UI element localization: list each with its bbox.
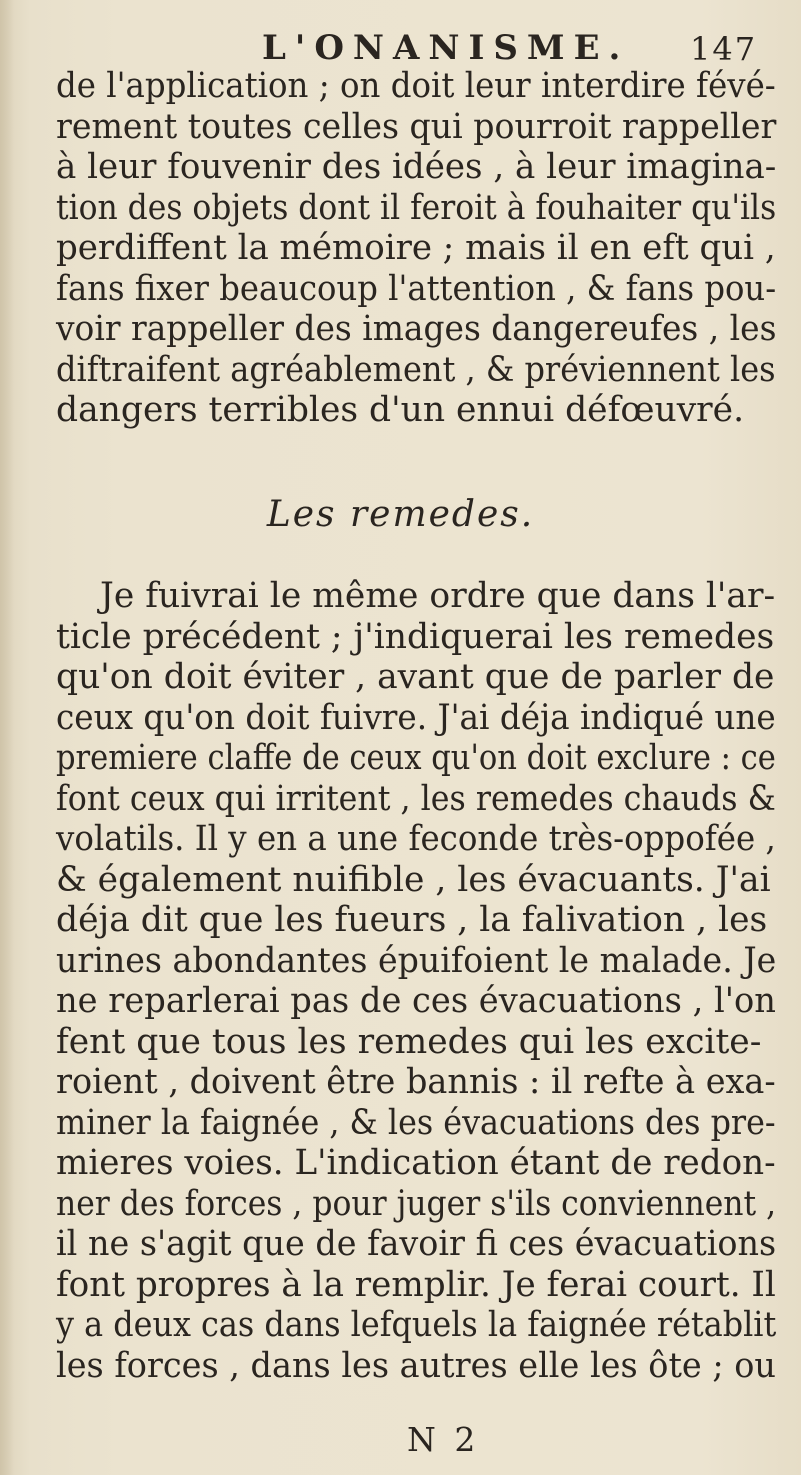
text-line: miner la faignée , & les évacuations des pre- — [56, 1102, 776, 1143]
text-line: mieres voies. L'indication étant de redon- — [56, 1143, 776, 1183]
text-line: y a deux cas dans lefquels la faignée rétablit — [56, 1305, 777, 1345]
text-line: ner des forces , pour juger s'ils conviennent , — [56, 1183, 777, 1224]
text-line: déja dit que les fueurs , la falivation , les — [56, 900, 768, 940]
text-line: il ne s'agit que de favoir fi ces évacuations — [56, 1224, 777, 1264]
text-line: qu'on doit éviter , avant que de parler de — [56, 657, 775, 697]
text-line: Je fuivrai le même ordre que dans l'ar- — [100, 576, 776, 616]
text-line: ne reparlerai pas de ces évacuations , l'on — [56, 981, 776, 1021]
text-line: dangers terribles d'un ennui défœuvré. — [56, 390, 745, 430]
text-line: les forces , dans les autres elle les ôte ; ou — [56, 1345, 776, 1386]
text-line: font ceux qui irritent , les remedes chauds & — [56, 778, 776, 819]
text-line: de l'application ; on doit leur interdire févé- — [56, 66, 776, 106]
paragraph-2 — [56, 576, 776, 1386]
signature-mark: N 2 — [407, 1420, 480, 1459]
text-line: ceux qu'on doit fuivre. J'ai déja indiqué une — [56, 697, 776, 738]
text-line: voir rappeller des images dangereufes , les — [56, 309, 777, 349]
text-line: volatils. Il y en a une feconde très-oppofée , — [56, 819, 776, 859]
text-line: font propres à la remplir. Je ferai court. Il — [56, 1264, 776, 1305]
text-line: rement toutes celles qui pourroit rappeller — [56, 106, 777, 147]
text-line: fent que tous les remedes qui les excite- — [56, 1021, 762, 1062]
text-line: diftraifent agréablement , & préviennent les — [56, 349, 776, 390]
text-line: perdiffent la mémoire ; mais il en eft qui , — [56, 228, 776, 268]
text-line: premiere claffe de ceux qu'on doit exclure : ce — [56, 738, 776, 778]
text-line: tion des objets dont il feroit à fouhaiter qu'ils — [56, 187, 777, 228]
text-line: fans fixer beaucoup l'attention , & fans pou- — [56, 268, 777, 309]
text-line: urines abondantes épuifoient le malade. Je — [56, 940, 777, 981]
text-line: à leur fouvenir des idées , à leur imagina- — [56, 147, 777, 187]
running-title: L'ONANISME. — [262, 28, 630, 68]
text-line: roient , doivent être bannis : il refte à exa- — [56, 1062, 776, 1102]
page-edge-shadow — [0, 0, 14, 1475]
text-line: & également nuifible , les évacuants. J'ai — [56, 859, 771, 900]
section-title: Les remedes. — [266, 494, 535, 535]
text-line: ticle précédent ; j'indiquerai les remedes — [56, 616, 775, 657]
paragraph-1 — [56, 66, 776, 431]
page-number: 147 — [690, 30, 758, 68]
